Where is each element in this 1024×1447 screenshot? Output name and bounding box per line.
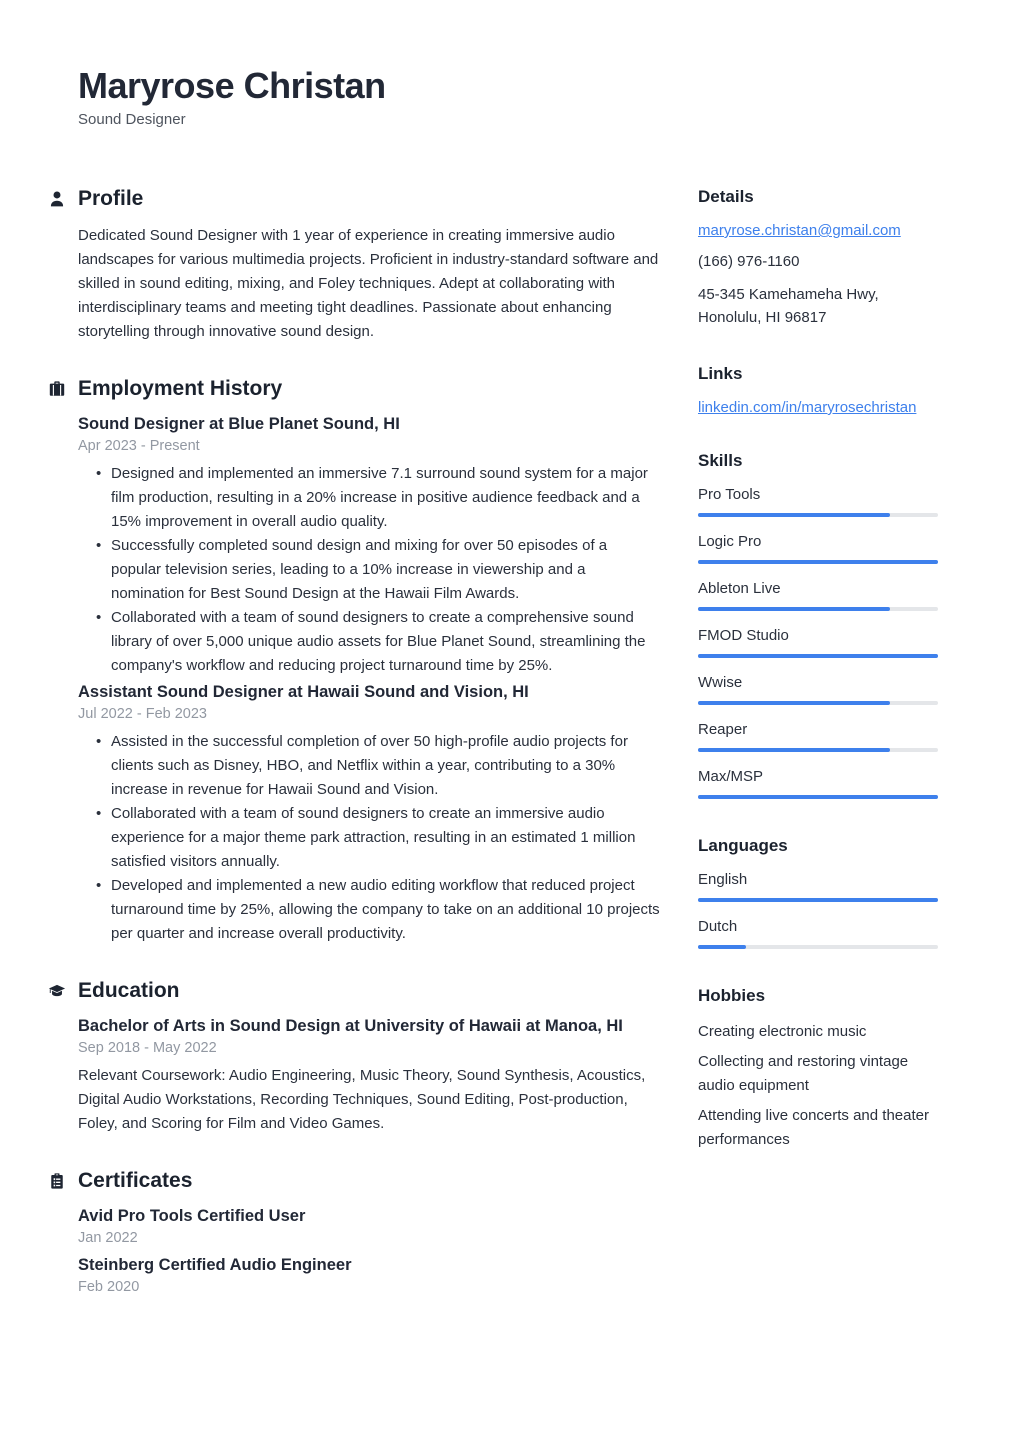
- education-description: Relevant Coursework: Audio Engineering, Music Theory, Sound Synthesis, Acoustics, Digital Audio Workstations, Recording Techniques, Sound Editing, Post-production, Foley, and Scoring for Film and Video Games.: [78, 1067, 646, 1132]
- certificate-entry: [78, 1206, 660, 1247]
- links-list: [698, 398, 938, 417]
- skill-name: Max/MSP: [698, 768, 764, 785]
- skill-name: Wwise: [698, 674, 743, 691]
- candidate-name: Maryrose Christan: [78, 65, 386, 106]
- language-name: Dutch: [698, 918, 738, 935]
- skill-item: [698, 626, 938, 658]
- job-bullet: • Developed and implemented a new audio editing workflow that reduced project turnaround time by 25%, allowing the company to take on an additional 10 projects per quarter and increase overall productivity.: [96, 874, 660, 946]
- address: [698, 283, 938, 329]
- job-bullet: • Designed and implemented an immersive 7.1 surround sound system for a major film production, resulting in a 20% increase in positive audience feedback and a 15% improvement in overall audio quality.: [96, 462, 660, 534]
- section-education: [78, 978, 660, 1136]
- degree-title: Bachelor of Arts in Sound Design at University of Hawaii at Manoa, HI: [78, 1017, 623, 1035]
- employment-heading: [78, 376, 660, 402]
- certificate-entry: [78, 1255, 660, 1296]
- skill-meter-fill: [698, 607, 890, 611]
- skill-meter-track: [698, 560, 938, 564]
- link-row: [698, 398, 938, 417]
- profile-summary: Dedicated Sound Designer with 1 year of experience in creating immersive audio landscapes for various multimedia projects. Proficient in industry-standard software and skilled in sound editing, mixing, and Foley techniques. Adept at collaborating with interdisciplinary teams and meeting tight deadlines. Passionate about enhancing storytelling through innovative sound design.: [78, 227, 659, 340]
- details-heading: Details: [698, 187, 754, 206]
- certificate-list: [78, 1206, 660, 1296]
- sidebar-section-hobbies: [698, 985, 938, 1152]
- education-period: Sep 2018 - May 2022: [78, 1040, 217, 1056]
- section-profile: [78, 186, 660, 344]
- clipboard-icon: [48, 1172, 66, 1190]
- skill-meter-fill: [698, 701, 890, 705]
- profile-heading-label: Profile: [78, 187, 144, 210]
- language-item: [698, 870, 938, 902]
- job-list: [78, 414, 660, 946]
- job-bullet-list: [96, 730, 660, 946]
- skill-meter-fill: [698, 560, 938, 564]
- language-meter-track: [698, 945, 938, 949]
- job-period: Apr 2023 - Present: [78, 438, 200, 454]
- languages-list: [698, 870, 938, 949]
- job-bullet: • Collaborated with a team of sound designers to create a comprehensive sound library of over 5,000 unique audio assets for Blue Planet Sound, streamlining the company's workflow and reducing project turnaround time by 25%.: [96, 606, 660, 678]
- hobbies-list: [698, 1020, 938, 1152]
- certificate-title: Steinberg Certified Audio Engineer: [78, 1256, 352, 1274]
- skill-meter-track: [698, 748, 938, 752]
- skills-heading: Skills: [698, 451, 743, 470]
- address-line-2: Honolulu, HI 96817: [698, 309, 827, 326]
- skill-meter-track: [698, 654, 938, 658]
- resume-header: [78, 64, 938, 130]
- skill-meter-track: [698, 607, 938, 611]
- linkedin-link[interactable]: linkedin.com/in/maryrosechristan: [698, 399, 917, 416]
- graduation-cap-icon: [48, 982, 66, 1000]
- skill-meter-track: [698, 513, 938, 517]
- section-certificates: [78, 1168, 660, 1296]
- profile-heading: [78, 186, 660, 212]
- sidebar-section-details: [698, 186, 938, 329]
- certificate-period: Jan 2022: [78, 1230, 138, 1246]
- language-item: [698, 917, 938, 949]
- sidebar-section-languages: [698, 835, 938, 949]
- education-heading: [78, 978, 660, 1004]
- education-entry: [78, 1016, 660, 1136]
- language-meter-fill: [698, 898, 938, 902]
- person-icon: [48, 190, 66, 208]
- skill-name: Pro Tools: [698, 486, 761, 503]
- hobby-item: Attending live concerts and theater performances: [698, 1107, 929, 1148]
- skill-item: [698, 532, 938, 564]
- skill-meter-fill: [698, 654, 938, 658]
- hobbies-heading: Hobbies: [698, 986, 766, 1005]
- phone-number: (166) 976-1160: [698, 253, 800, 270]
- job-bullet-list: [96, 462, 660, 678]
- content-columns: [78, 186, 938, 1296]
- hobby-item: Collecting and restoring vintage audio equipment: [698, 1053, 909, 1094]
- language-meter-track: [698, 898, 938, 902]
- sidebar: [698, 186, 938, 1296]
- skill-meter-fill: [698, 748, 890, 752]
- skill-meter-fill: [698, 795, 938, 799]
- candidate-job-title: Sound Designer: [78, 111, 186, 128]
- job-bullet: • Assisted in the successful completion of over 50 high-profile audio projects for clients such as Disney, HBO, and Netflix within a year, contributing to a 30% increase in revenue for Hawaii Sound and Vision.: [96, 730, 660, 802]
- job-entry: [78, 682, 660, 946]
- skill-meter-track: [698, 795, 938, 799]
- sidebar-section-skills: [698, 450, 938, 799]
- language-meter-fill: [698, 945, 746, 949]
- certificate-period: Feb 2020: [78, 1279, 140, 1295]
- address-line-1: 45-345 Kamehameha Hwy,: [698, 286, 879, 303]
- email-link[interactable]: maryrose.christan@gmail.com: [698, 222, 901, 239]
- skill-item: [698, 767, 938, 799]
- education-heading-label: Education: [78, 979, 180, 1002]
- job-period: Jul 2022 - Feb 2023: [78, 706, 207, 722]
- skill-name: FMOD Studio: [698, 627, 789, 644]
- skill-meter-fill: [698, 513, 890, 517]
- certificates-heading: [78, 1168, 660, 1194]
- skill-item: [698, 485, 938, 517]
- languages-heading: Languages: [698, 836, 788, 855]
- job-entry: [78, 414, 660, 678]
- skill-item: [698, 673, 938, 705]
- language-name: English: [698, 871, 748, 888]
- briefcase-icon: [48, 380, 66, 398]
- job-title: Sound Designer at Blue Planet Sound, HI: [78, 415, 400, 433]
- sidebar-section-links: [698, 363, 938, 417]
- skills-list: [698, 485, 938, 799]
- links-heading: Links: [698, 364, 743, 383]
- skill-name: Reaper: [698, 721, 748, 738]
- skill-item: [698, 579, 938, 611]
- email-row: [698, 221, 938, 240]
- job-title: Assistant Sound Designer at Hawaii Sound and Vision, HI: [78, 683, 529, 701]
- job-bullet: • Collaborated with a team of sound designers to create an immersive audio experience for a major theme park attraction, resulting in an estimated 1 million satisfied visitors annually.: [96, 802, 660, 874]
- hobby-item: Creating electronic music: [698, 1023, 867, 1040]
- section-employment-history: [78, 376, 660, 946]
- education-list: [78, 1016, 660, 1136]
- skill-meter-track: [698, 701, 938, 705]
- skill-name: Logic Pro: [698, 533, 762, 550]
- employment-heading-label: Employment History: [78, 377, 283, 400]
- certificate-title: Avid Pro Tools Certified User: [78, 1207, 306, 1225]
- skill-name: Ableton Live: [698, 580, 781, 597]
- skill-item: [698, 720, 938, 752]
- certificates-heading-label: Certificates: [78, 1169, 193, 1192]
- main-column: [78, 186, 660, 1296]
- job-bullet: • Successfully completed sound design and mixing for over 50 episodes of a popular television series, leading to a 10% increase in viewership and a nomination for Best Sound Design at the Hawaii Film Awards.: [96, 534, 660, 606]
